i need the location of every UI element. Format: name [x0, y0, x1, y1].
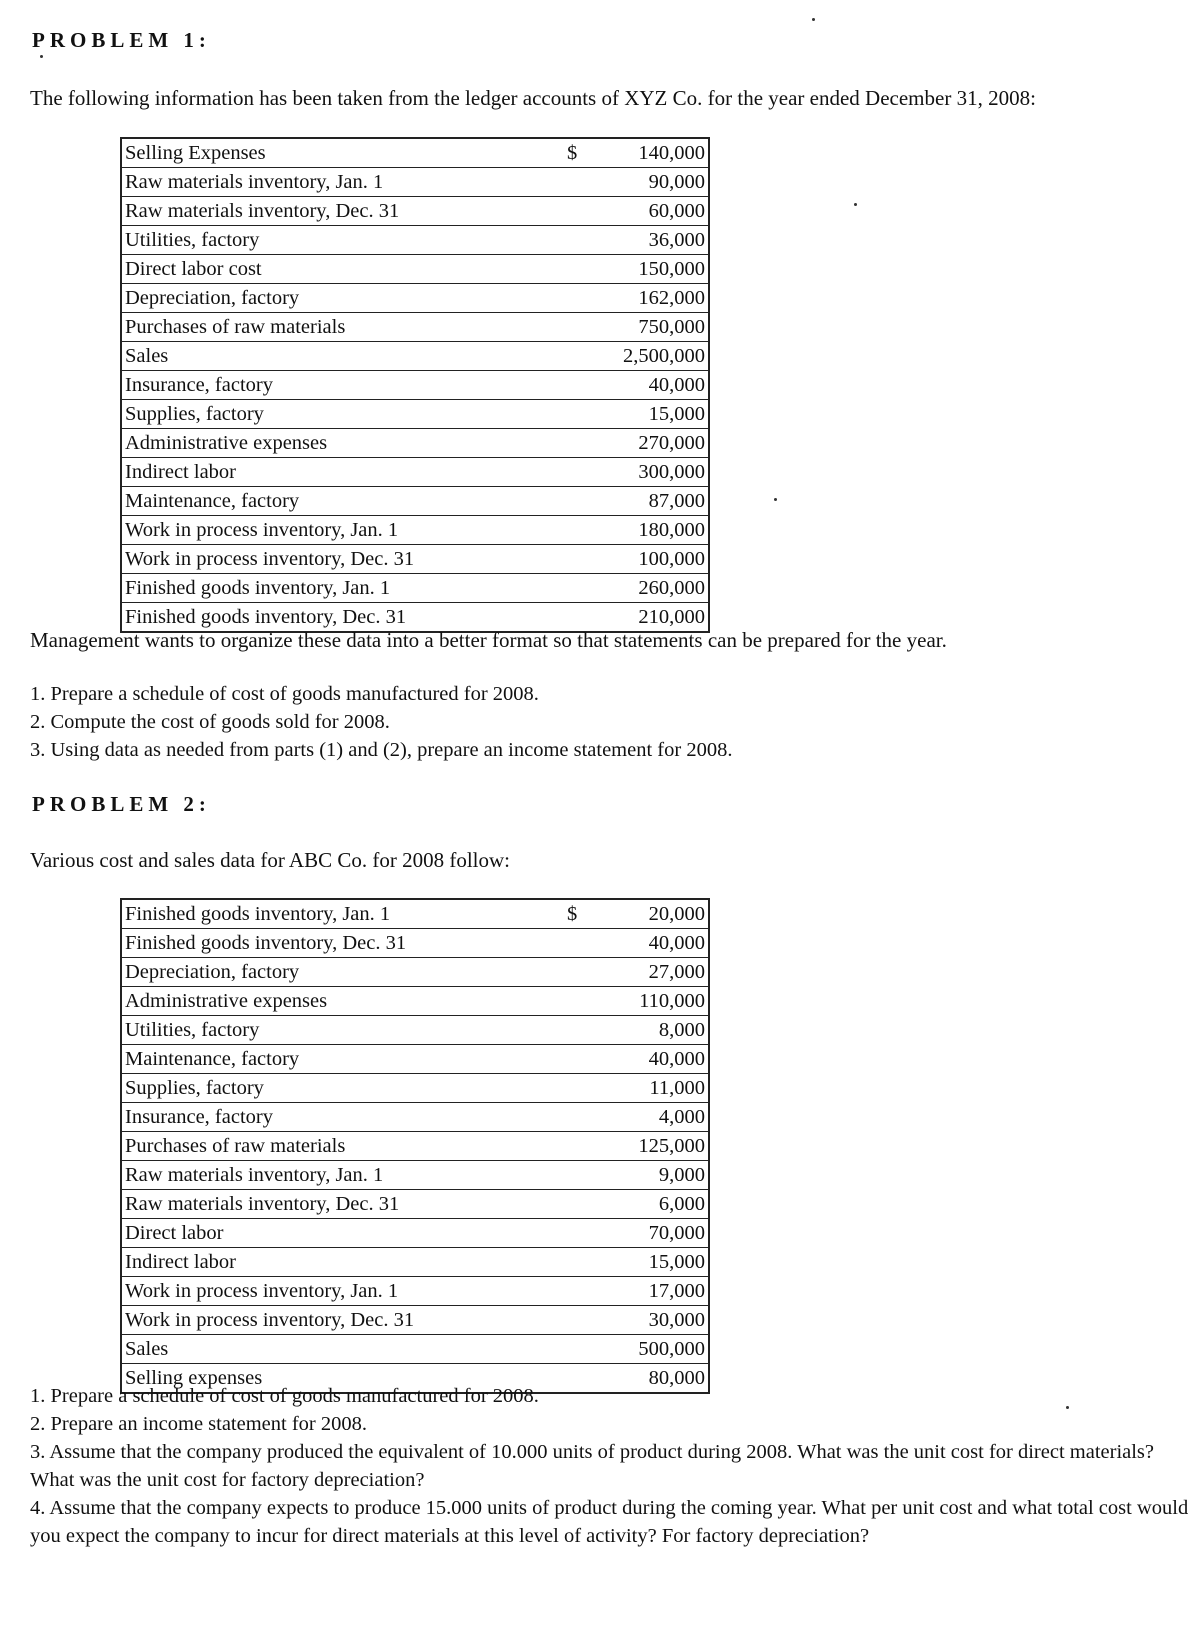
currency-symbol [564, 1190, 600, 1219]
stray-mark [1066, 1406, 1069, 1409]
ledger-row-amount: 140,000 [601, 138, 710, 168]
ledger-row-amount: 40,000 [601, 929, 710, 958]
currency-symbol [564, 1103, 600, 1132]
ledger-row [121, 1132, 709, 1161]
ledger-row-amount: 27,000 [601, 958, 710, 987]
ledger-row [121, 313, 709, 342]
question-item: 3. Assume that the company produced the equivalent of 10.000 units of product during 2008. What was the unit cost for direct materials? What was the unit cost for factory depreciation? [30, 1441, 1155, 1491]
ledger-row-amount: 15,000 [601, 400, 710, 429]
currency-symbol [564, 197, 600, 226]
ledger-row-label: Depreciation, factory [121, 958, 564, 987]
ledger-row-label: Supplies, factory [121, 400, 564, 429]
ledger-row-label: Work in process inventory, Jan. 1 [121, 516, 564, 545]
ledger-row-label: Raw materials inventory, Dec. 31 [121, 197, 564, 226]
ledger-row [121, 255, 709, 284]
problem-1-questions [30, 680, 1190, 764]
ledger-row [121, 1190, 709, 1219]
ledger-row-amount: 260,000 [601, 574, 710, 603]
ledger-row-label: Supplies, factory [121, 1074, 564, 1103]
ledger-row-label: Sales [121, 1335, 564, 1364]
ledger-row [121, 1335, 709, 1364]
ledger-row-amount: 70,000 [601, 1219, 710, 1248]
question-item: 1. Prepare a schedule of cost of goods manufactured for 2008. [30, 683, 539, 705]
currency-symbol [564, 284, 600, 313]
question-item: 3. Using data as needed from parts (1) and (2), prepare an income statement for 2008. [30, 739, 733, 761]
currency-symbol [564, 226, 600, 255]
ledger-row [121, 958, 709, 987]
ledger-row-amount: 500,000 [601, 1335, 710, 1364]
ledger-row [121, 1016, 709, 1045]
ledger-row-label: Purchases of raw materials [121, 313, 564, 342]
ledger-row [121, 458, 709, 487]
ledger-row [121, 1248, 709, 1277]
currency-symbol [564, 313, 600, 342]
currency-symbol [564, 574, 600, 603]
ledger-row [121, 1074, 709, 1103]
ledger-row [121, 1103, 709, 1132]
currency-symbol [564, 1277, 600, 1306]
ledger-row-label: Work in process inventory, Jan. 1 [121, 1277, 564, 1306]
currency-symbol [564, 987, 600, 1016]
ledger-row [121, 574, 709, 603]
ledger-row-label: Maintenance, factory [121, 487, 564, 516]
ledger-row-amount: 9,000 [601, 1161, 710, 1190]
ledger-row-amount: 8,000 [601, 1016, 710, 1045]
ledger-row-label: Finished goods inventory, Jan. 1 [121, 574, 564, 603]
ledger-row-label: Raw materials inventory, Jan. 1 [121, 1161, 564, 1190]
ledger-row-label: Sales [121, 342, 564, 371]
currency-symbol [564, 545, 600, 574]
question-item: 4. Assume that the company expects to produce 15.000 units of product during the coming year. What per unit cost and what total cost would you expect the company to incur for direct materials at this level of activity? For factory depreciation? [30, 1497, 1189, 1547]
ledger-row-amount: 90,000 [601, 168, 710, 197]
ledger-row-amount: 162,000 [601, 284, 710, 313]
ledger-row [121, 284, 709, 313]
ledger-row [121, 545, 709, 574]
ledger-row-label: Selling expenses [121, 1364, 564, 1394]
ledger-row-amount: 180,000 [601, 516, 710, 545]
ledger-row [121, 1219, 709, 1248]
ledger-row-amount: 15,000 [601, 1248, 710, 1277]
ledger-row [121, 1045, 709, 1074]
ledger-row [121, 1306, 709, 1335]
stray-mark [812, 18, 815, 21]
ledger-row-amount: 750,000 [601, 313, 710, 342]
ledger-row [121, 929, 709, 958]
problem-2-questions [30, 1382, 1190, 1550]
ledger-row-label: Selling Expenses [121, 138, 564, 168]
ledger-row [121, 516, 709, 545]
ledger-row-amount: 2,500,000 [601, 342, 710, 371]
problem-2-intro: Various cost and sales data for ABC Co. for 2008 follow: [30, 848, 511, 872]
management-note: Management wants to organize these data into a better format so that statements can be prepared for the year. [30, 628, 947, 652]
ledger-row [121, 400, 709, 429]
ledger-row-label: Utilities, factory [121, 1016, 564, 1045]
ledger-row-label: Work in process inventory, Dec. 31 [121, 1306, 564, 1335]
currency-symbol [564, 255, 600, 284]
ledger-row-amount: 150,000 [601, 255, 710, 284]
ledger-row-amount: 110,000 [601, 987, 710, 1016]
currency-symbol [564, 1045, 600, 1074]
ledger-row [121, 197, 709, 226]
currency-symbol [564, 342, 600, 371]
ledger-row-amount: 36,000 [601, 226, 710, 255]
ledger-row [121, 899, 709, 929]
ledger-row-label: Raw materials inventory, Dec. 31 [121, 1190, 564, 1219]
ledger-row-amount: 210,000 [601, 603, 710, 633]
problem-1-ledger-table [120, 137, 710, 633]
ledger-row [121, 1161, 709, 1190]
ledger-row-label: Administrative expenses [121, 987, 564, 1016]
ledger-row [121, 371, 709, 400]
ledger-row-label: Administrative expenses [121, 429, 564, 458]
stray-mark [774, 498, 777, 501]
ledger-row [121, 226, 709, 255]
ledger-row-amount: 100,000 [601, 545, 710, 574]
ledger-row [121, 342, 709, 371]
problem-1-heading: PROBLEM 1: [32, 28, 211, 52]
ledger-row-amount: 4,000 [601, 1103, 710, 1132]
ledger-row [121, 168, 709, 197]
ledger-row-amount: 11,000 [601, 1074, 710, 1103]
currency-symbol [564, 1248, 600, 1277]
ledger-row-label: Insurance, factory [121, 1103, 564, 1132]
currency-symbol [564, 168, 600, 197]
ledger-row [121, 987, 709, 1016]
ledger-row [121, 1277, 709, 1306]
currency-symbol [564, 371, 600, 400]
currency-symbol [564, 487, 600, 516]
currency-symbol [564, 1219, 600, 1248]
currency-symbol [564, 516, 600, 545]
ledger-row-amount: 60,000 [601, 197, 710, 226]
ledger-row-label: Finished goods inventory, Dec. 31 [121, 603, 564, 633]
ledger-row-amount: 300,000 [601, 458, 710, 487]
ledger-row [121, 487, 709, 516]
ledger-row-label: Utilities, factory [121, 226, 564, 255]
ledger-row-label: Depreciation, factory [121, 284, 564, 313]
ledger-row-label: Finished goods inventory, Dec. 31 [121, 929, 564, 958]
problem-2-heading: PROBLEM 2: [32, 792, 211, 816]
currency-symbol: $ [564, 138, 600, 168]
ledger-row-label: Work in process inventory, Dec. 31 [121, 545, 564, 574]
currency-symbol [564, 1016, 600, 1045]
problem-1-intro: The following information has been taken from the ledger accounts of XYZ Co. for the year ended December 31, 2008: [30, 86, 1036, 110]
problem-2-ledger-table [120, 898, 710, 1394]
currency-symbol [564, 1306, 600, 1335]
stray-mark [854, 203, 857, 206]
ledger-row-label: Direct labor cost [121, 255, 564, 284]
ledger-row-label: Purchases of raw materials [121, 1132, 564, 1161]
ledger-row-label: Maintenance, factory [121, 1045, 564, 1074]
currency-symbol [564, 1335, 600, 1364]
currency-symbol [564, 458, 600, 487]
question-item: 2. Prepare an income statement for 2008. [30, 1413, 367, 1435]
ledger-row-amount: 40,000 [601, 1045, 710, 1074]
question-item: 2. Compute the cost of goods sold for 2008. [30, 711, 390, 733]
currency-symbol: $ [564, 899, 600, 929]
ledger-row-amount: 30,000 [601, 1306, 710, 1335]
ledger-row-label: Insurance, factory [121, 371, 564, 400]
ledger-row-amount: 17,000 [601, 1277, 710, 1306]
ledger-row-label: Finished goods inventory, Jan. 1 [121, 899, 564, 929]
ledger-row [121, 138, 709, 168]
ledger-row-amount: 40,000 [601, 371, 710, 400]
ledger-row-label: Indirect labor [121, 1248, 564, 1277]
ledger-row-label: Indirect labor [121, 458, 564, 487]
ledger-row-amount: 6,000 [601, 1190, 710, 1219]
ledger-row-amount: 80,000 [601, 1364, 710, 1394]
ledger-row-amount: 125,000 [601, 1132, 710, 1161]
currency-symbol [564, 400, 600, 429]
stray-mark [40, 55, 43, 58]
currency-symbol [564, 1132, 600, 1161]
currency-symbol [564, 429, 600, 458]
currency-symbol [564, 1161, 600, 1190]
question-item: 1. Prepare a schedule of cost of goods manufactured for 2008. [30, 1385, 539, 1407]
ledger-row-amount: 270,000 [601, 429, 710, 458]
currency-symbol [564, 1074, 600, 1103]
currency-symbol [564, 958, 600, 987]
ledger-row-amount: 20,000 [601, 899, 710, 929]
ledger-row-amount: 87,000 [601, 487, 710, 516]
currency-symbol [564, 929, 600, 958]
ledger-row [121, 429, 709, 458]
ledger-row-label: Raw materials inventory, Jan. 1 [121, 168, 564, 197]
ledger-row-label: Direct labor [121, 1219, 564, 1248]
